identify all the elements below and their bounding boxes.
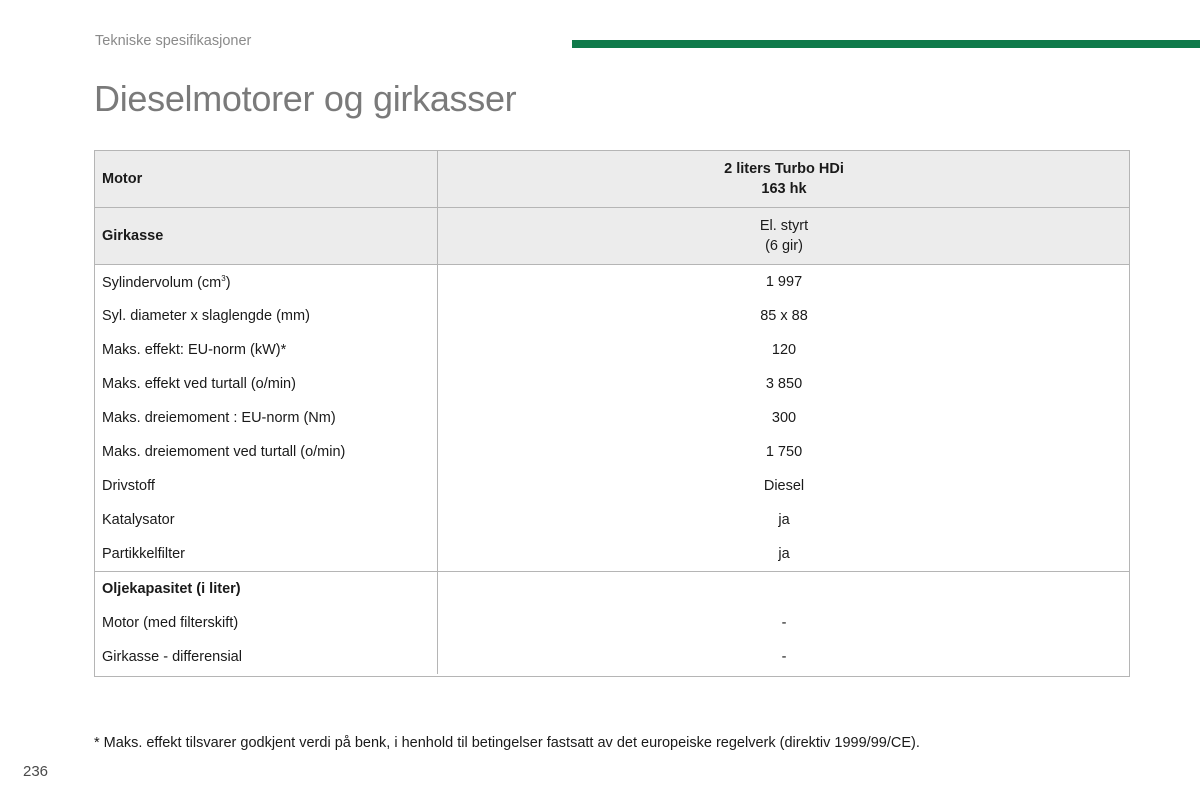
section-label: Tekniske spesifikasjoner (95, 33, 252, 49)
table-row (94, 333, 1130, 367)
row-value: 1 750 (765, 444, 803, 460)
oil-heading: Oljekapasitet (i liter) (94, 572, 438, 607)
row-label: Syl. diameter x slaglengde (mm) (94, 299, 438, 333)
table-row (94, 299, 1130, 333)
row-value: ja (778, 512, 790, 528)
oil-heading-row (94, 572, 1130, 607)
row-value: 300 (771, 410, 797, 426)
page-number: 236 (23, 763, 49, 780)
row-value: 120 (771, 342, 797, 358)
engine-value-line2: 163 hk (761, 180, 807, 197)
row-value: Diesel (763, 478, 805, 494)
row-label: Motor (med filterskift) (94, 606, 438, 640)
row-label: Girkasse - differensial (94, 640, 438, 674)
row-value: - (781, 615, 787, 631)
row-value: ja (438, 537, 1131, 572)
row-label: Maks. effekt: EU-norm (kW)* (94, 333, 438, 367)
table-row (94, 469, 1130, 503)
spec-table (94, 150, 1130, 674)
table-row (94, 606, 1130, 640)
table-row (94, 401, 1130, 435)
row-value: 85 x 88 (760, 308, 808, 324)
row-label: Drivstoff (94, 469, 438, 503)
table-row (94, 367, 1130, 401)
page-title: Dieselmotorer og girkasser (94, 78, 517, 119)
engine-label: Motor (94, 150, 438, 208)
row-label: Maks. dreiemoment : EU-norm (Nm) (94, 401, 438, 435)
table-row (94, 503, 1130, 537)
row-label: Maks. dreiemoment ved turtall (o/min) (94, 435, 438, 469)
row-label: Sylindervolum $(cm^3)$ (94, 265, 438, 300)
gearbox-value-line2: (6 gir) (765, 238, 803, 254)
gearbox-header-row (94, 208, 1130, 265)
row-value: 1 997 (765, 274, 803, 290)
gearbox-value (438, 208, 1131, 265)
gearbox-value-line1: El. styrt (759, 218, 809, 234)
table-row (94, 265, 1130, 300)
engine-value-line1: 2 liters Turbo HDi (724, 160, 844, 177)
engine-header-row (94, 150, 1130, 208)
table-row (94, 537, 1130, 572)
row-value: 3 850 (765, 376, 803, 392)
row-label: Maks. effekt ved turtall (o/min) (94, 367, 438, 401)
gearbox-label: Girkasse (94, 208, 438, 265)
footnote: * Maks. effekt tilsvarer godkjent verdi på benk, i henhold til betingelser fastsatt av det europeiske regelverk (direktiv 1999/99/CE). (94, 735, 920, 751)
oil-heading-value (438, 572, 1131, 607)
header-accent-bar (572, 40, 1200, 48)
engine-value (438, 150, 1131, 208)
row-value: - (781, 649, 787, 665)
row-label: Katalysator (94, 503, 438, 537)
table-row (94, 435, 1130, 469)
row-label: Partikkelfilter (94, 537, 438, 572)
table-row (94, 640, 1130, 674)
